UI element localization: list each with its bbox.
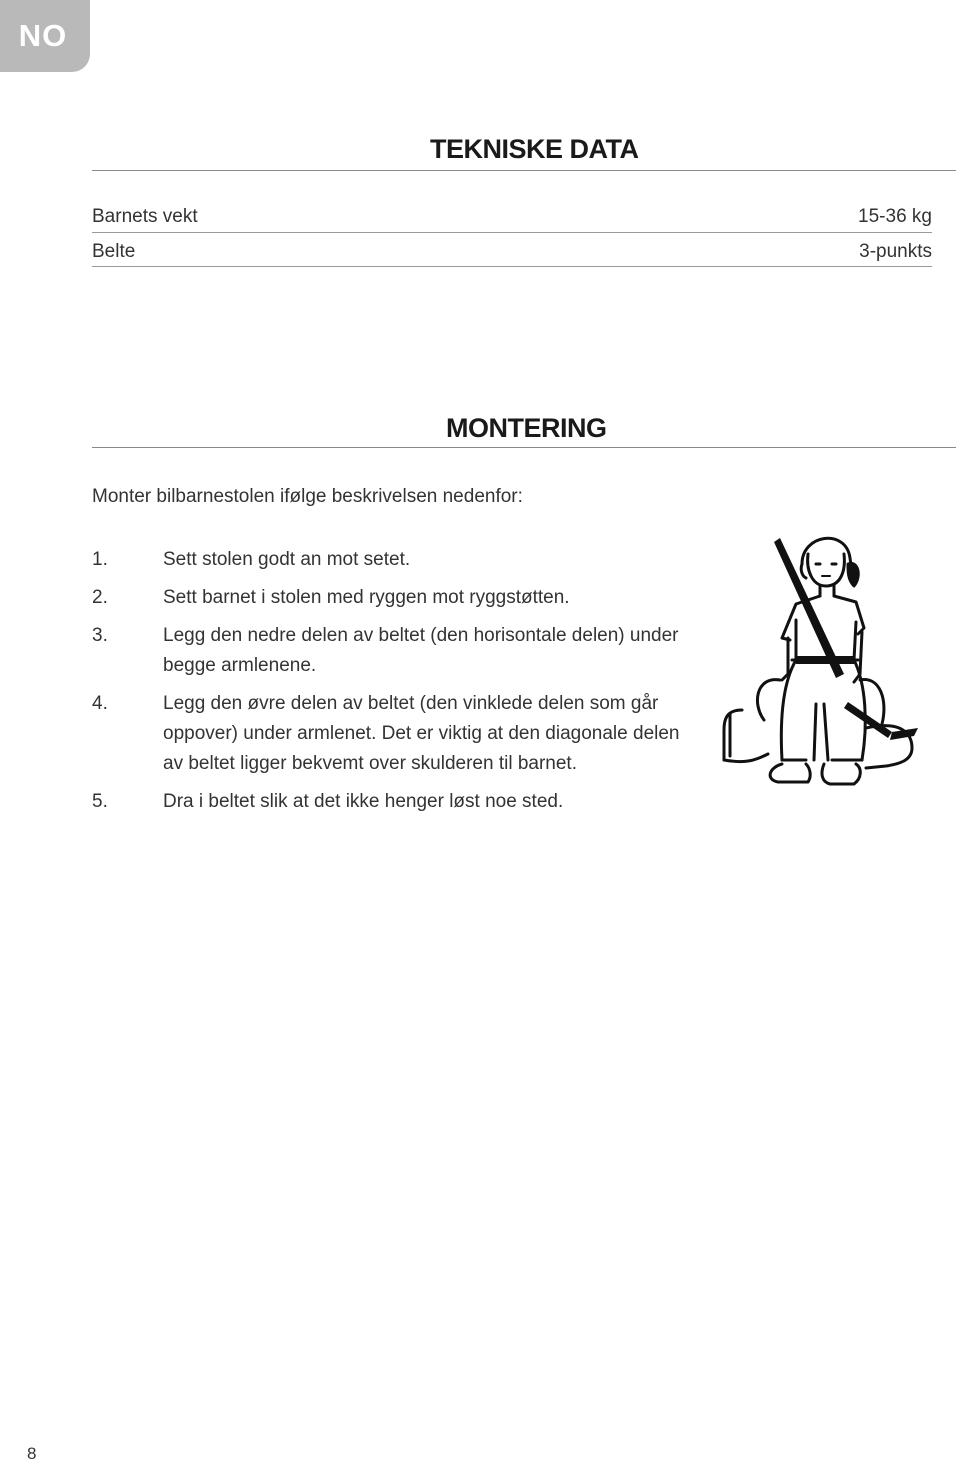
spec-row-weight bbox=[92, 200, 932, 234]
step-text: Legg den øvre delen av beltet (den vinklede delen som går oppover) under armlenet. Det er viktig at den diagonale delen av beltet ligger bekvemt over skulderen til barnet. bbox=[163, 693, 680, 774]
step-item bbox=[92, 545, 692, 575]
step-text: Sett stolen godt an mot setet. bbox=[163, 549, 411, 570]
step-number: 5. bbox=[92, 791, 108, 812]
spec-value: 3-punkts bbox=[859, 241, 932, 262]
spec-label: Belte bbox=[92, 241, 136, 262]
language-tab: NO bbox=[0, 0, 90, 72]
step-number: 1. bbox=[92, 549, 108, 570]
spec-row-divider bbox=[92, 232, 932, 233]
spec-row-belt bbox=[92, 235, 932, 269]
tech-title-rule bbox=[92, 170, 956, 171]
step-item bbox=[92, 787, 692, 817]
mounting-title: MONTERING bbox=[446, 413, 607, 443]
spec-value: 15-36 kg bbox=[858, 206, 932, 227]
step-text: Legg den nedre delen av beltet (den horisontale delen) under begge armlenene. bbox=[163, 625, 679, 676]
step-number: 4. bbox=[92, 693, 108, 714]
tech-data-title: TEKNISKE DATA bbox=[430, 134, 639, 164]
page-number: 8 bbox=[27, 1444, 37, 1463]
step-number: 2. bbox=[92, 587, 108, 608]
step-text: Sett barnet i stolen med ryggen mot ryggstøtten. bbox=[163, 587, 570, 608]
step-number: 3. bbox=[92, 625, 108, 646]
step-item bbox=[92, 621, 692, 681]
spec-row-divider bbox=[92, 266, 932, 267]
child-in-booster-seat-illustration bbox=[716, 524, 920, 800]
step-text: Dra i beltet slik at det ikke henger løst noe sted. bbox=[163, 791, 564, 812]
step-item bbox=[92, 689, 692, 779]
mounting-steps bbox=[92, 545, 692, 825]
mounting-title-rule bbox=[92, 447, 956, 448]
step-item bbox=[92, 583, 692, 613]
mounting-intro: Monter bilbarnestolen ifølge beskrivelsen nedenfor: bbox=[92, 486, 523, 507]
spec-label: Barnets vekt bbox=[92, 206, 198, 227]
